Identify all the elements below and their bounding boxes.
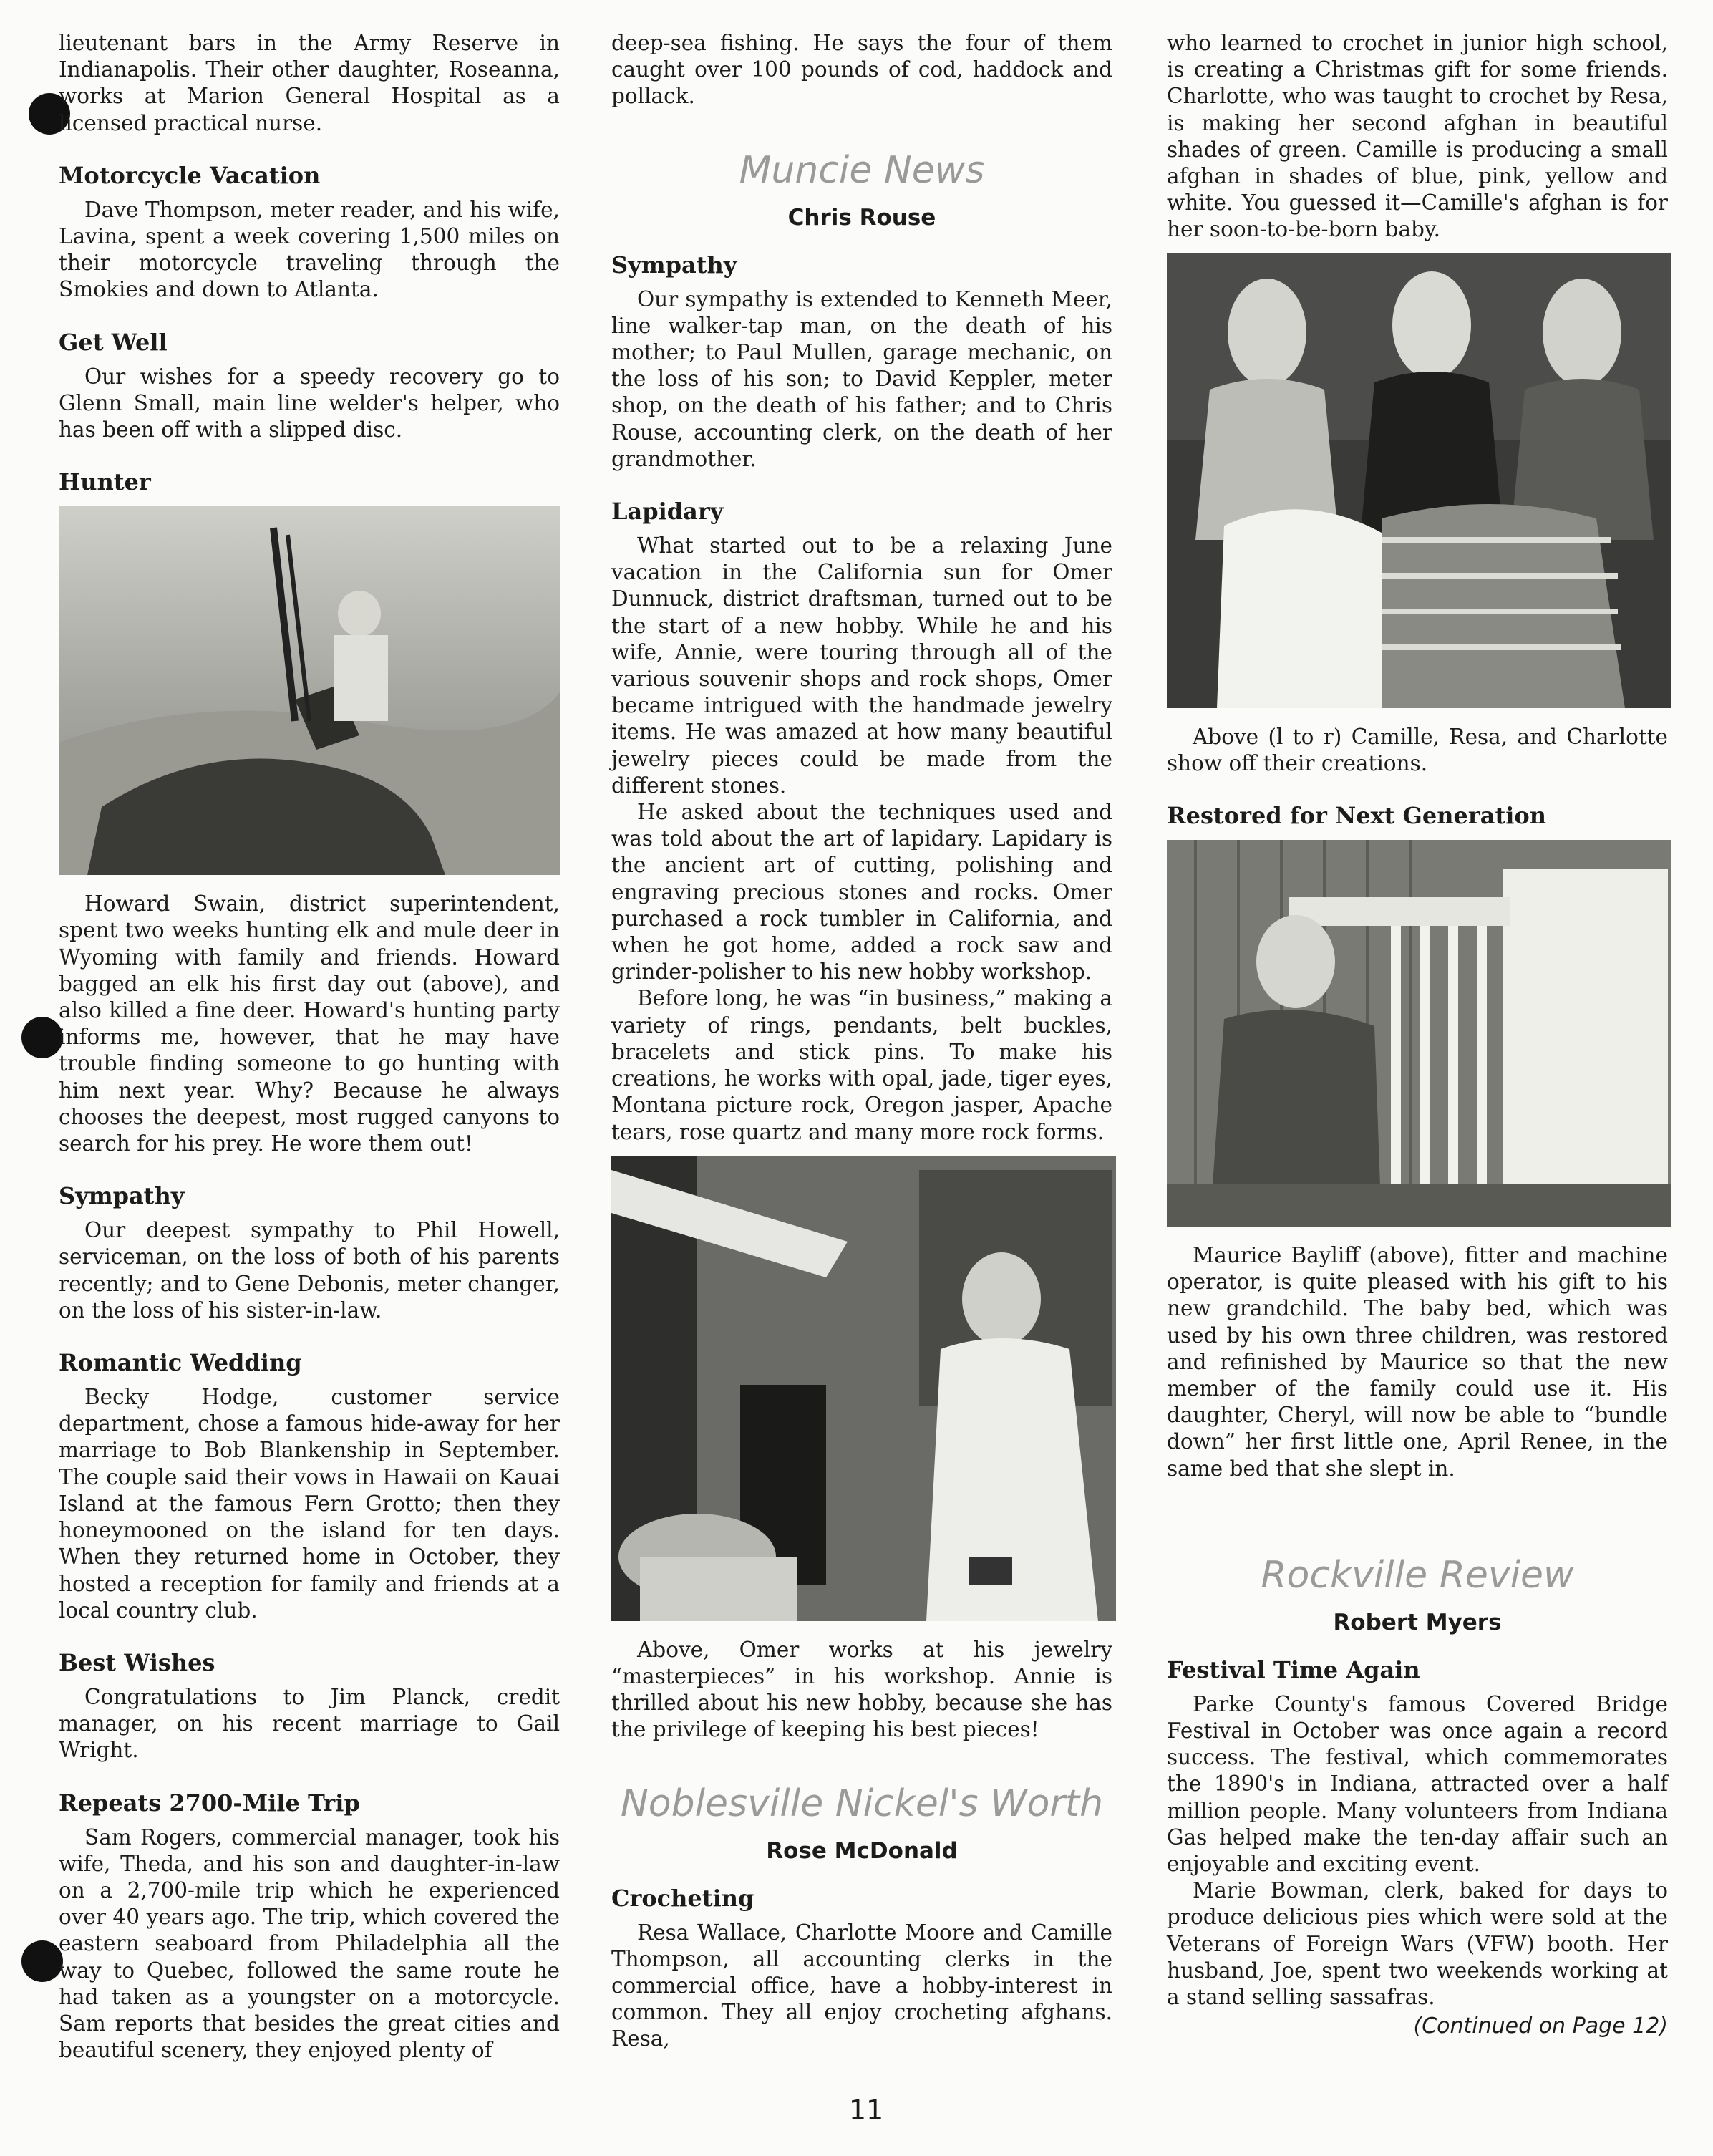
- photo-hunter-elk: [59, 506, 560, 875]
- heading-restored: Restored for Next Generation: [1167, 802, 1546, 830]
- getwell-text: Our wishes for a speedy recovery go to Glenn Small, main line welder's helper, who has been off with a slipped disc.: [59, 364, 560, 443]
- heading-crocheting: Crocheting: [611, 1884, 754, 1912]
- column-left: [59, 30, 560, 2064]
- crochet-caption: Above (l to r) Camille, Resa, and Charlotte show off their creations.: [1167, 724, 1668, 775]
- wedding-text: Becky Hodge, customer service department, chose a famous hide-away for her marriage to Bob Blankenship in September. The couple said their vows in Hawaii on Kauai Island at the famous Fern Grotto; then they honeymooned on the island for ten days. When they returned home in October, they hosted a reception for family and friends at a local country club.: [59, 1385, 560, 1623]
- trip-text: Sam Rogers, commercial manager, took his wife, Theda, and his son and daughter-in-law on a 2,700-mile trip which he experienced over 40 years ago. The trip, which covered the eastern seaboard from Philadelphia all the way to Quebec, followed the same route he had taken as a youngster on a motorcycle. Sam reports that besides the great cities and beautiful scenery, they enjoyed plenty of: [59, 1824, 560, 2063]
- photo-crochet-afghans: [1167, 253, 1671, 708]
- sympathy-left-text: Our deepest sympathy to Phil Howell, serviceman, on the loss of both of his parents recently; and to Gene Debonis, meter changer, on the loss of his sister-in-law.: [59, 1218, 560, 1323]
- section-title-noblesville: Noblesville Nickel's Worth: [620, 1782, 1104, 1825]
- restored-caption: Maurice Bayliff (above), fitter and machine operator, is quite pleased with his gift to his new grandchild. The baby bed, which was used by his own three children, was restored and refinished by Maurice so that the new member of the family could use it. His daughter, Cheryl, will now be able to “bundle down” her first little one, April Renee, in the same bed that she slept in.: [1167, 1243, 1668, 1481]
- continued-note[interactable]: (Continued on Page 12): [1413, 2014, 1668, 2039]
- festival-p2: Marie Bowman, clerk, baked for days to produce delicious pies which were sold at the Veterans of Foreign Wars (VFW) booth. Her husband, Joe, spent two weekends working at a stand selling sassafras.: [1167, 1878, 1668, 2010]
- column-middle: [611, 30, 1112, 2053]
- photo-baby-bed: [1167, 840, 1671, 1227]
- heading-lapidary: Lapidary: [611, 498, 724, 526]
- heading-romantic-wedding: Romantic Wedding: [59, 1349, 302, 1377]
- section-title-rockville: Rockville Review: [1261, 1553, 1574, 1597]
- bestwishes-text: Congratulations to Jim Planck, credit manager, on his recent marriage to Gail Wright.: [59, 1684, 560, 1763]
- lapidary-p2: He asked about the techniques used and was told about the art of lapidary. Lapidary is the ancient art of cutting, polishing and engraving precious stones and rocks. Omer purchased a rock tumbler in California, and when he got home, added a rock saw and grinder-polisher to his new hobby workshop.: [611, 800, 1112, 985]
- heading-get-well: Get Well: [59, 328, 168, 356]
- festival-p1: Parke County's famous Covered Bridge Festival in October was once again a record success. The festival, which commemorates the 1890's in Indiana, attracted over a half million people. Many volunteers from Indiana Gas helped make the ten-day affair such an enjoyable and exciting event.: [1167, 1691, 1668, 1877]
- hunter-caption: Howard Swain, district superintendent, spent two weeks hunting elk and mule deer in Wyoming with family and friends. Howard bagged an elk his first day out (above), and also killed a fine deer. Howard's hunting party informs me, however, that he may have trouble finding someone to go hunting with him next year. Why? Because he always chooses the deepest, most rugged canyons to search for his prey. He wore them out!: [59, 891, 560, 1156]
- col2-intro: deep-sea fishing. He says the four of them caught over 100 pounds of cod, haddock and pollack.: [611, 31, 1112, 109]
- heading-best-wishes: Best Wishes: [59, 1648, 215, 1676]
- lapidary-p3: Before long, he was “in business,” making a variety of rings, pendants, belt buckles, bracelets and stick pins. To make his creations, he works with opal, jade, tiger eyes, Montana picture rock, Oregon jasper, Apache tears, rose quartz and many more rock forms.: [611, 986, 1112, 1144]
- heading-festival: Festival Time Again: [1167, 1655, 1420, 1683]
- heading-motorcycle-vacation: Motorcycle Vacation: [59, 161, 321, 189]
- heading-sympathy-left: Sympathy: [59, 1182, 185, 1210]
- heading-sympathy-muncie: Sympathy: [611, 251, 737, 279]
- byline-noblesville: Rose McDonald: [766, 1837, 958, 1864]
- photo-omer-workshop: [611, 1156, 1116, 1621]
- sympathy-muncie-text: Our sympathy is extended to Kenneth Meer, line walker-tap man, on the death of his mother; to Paul Mullen, garage mechanic, on the loss of his son; to David Keppler, meter shop, on the death of his father; and to Chris Rouse, accounting clerk, on the death of her grandmother.: [611, 286, 1112, 471]
- byline-rockville: Robert Myers: [1333, 1609, 1502, 1635]
- motorcycle-text: Dave Thompson, meter reader, and his wife, Lavina, spent a week covering 1,500 miles on their motorcycle traveling through the Smokies and down to Atlanta.: [59, 197, 560, 302]
- col3-intro: who learned to crochet in junior high school, is creating a Christmas gift for some friends. Charlotte, who was taught to crochet by Resa, is making her second afghan in beautiful shades of green. Camille is producing a small afghan in shades of blue, pink, yellow and white. You guessed it—Camille's afghan is for her soon-to-be-born baby.: [1167, 31, 1668, 242]
- column-right: [1167, 30, 1668, 2039]
- page-number: 11: [848, 2094, 884, 2126]
- col1-intro: lieutenant bars in the Army Reserve in Indianapolis. Their other daughter, Roseanna, works at Marion General Hospital as a licensed practical nurse.: [59, 31, 560, 135]
- byline-muncie: Chris Rouse: [787, 204, 936, 231]
- section-title-muncie: Muncie News: [739, 148, 985, 192]
- heading-repeats-trip: Repeats 2700-Mile Trip: [59, 1789, 360, 1817]
- binder-hole-bottom: [21, 1940, 63, 1982]
- lapidary-p1: What started out to be a relaxing June vacation in the California sun for Omer Dunnuck, district draftsman, turned out to be the start of a new hobby. While he and his wife, Annie, were touring through all of the various souvenir shops and rock shops, Omer became intrigued with the handmade jewelry items. He was amazed at how many beautiful jewelry pieces could be made from the different stones.: [611, 533, 1112, 798]
- lapidary-caption: Above, Omer works at his jewelry “masterpieces” in his workshop. Annie is thrilled about his new hobby, because she has the privilege of keeping his best pieces!: [611, 1637, 1112, 1742]
- heading-hunter: Hunter: [59, 468, 151, 496]
- crocheting-text: Resa Wallace, Charlotte Moore and Camille Thompson, all accounting clerks in the commercial office, have a hobby-interest in common. They all enjoy crocheting afghans. Resa,: [611, 1920, 1112, 2051]
- binder-hole-middle: [21, 1017, 63, 1058]
